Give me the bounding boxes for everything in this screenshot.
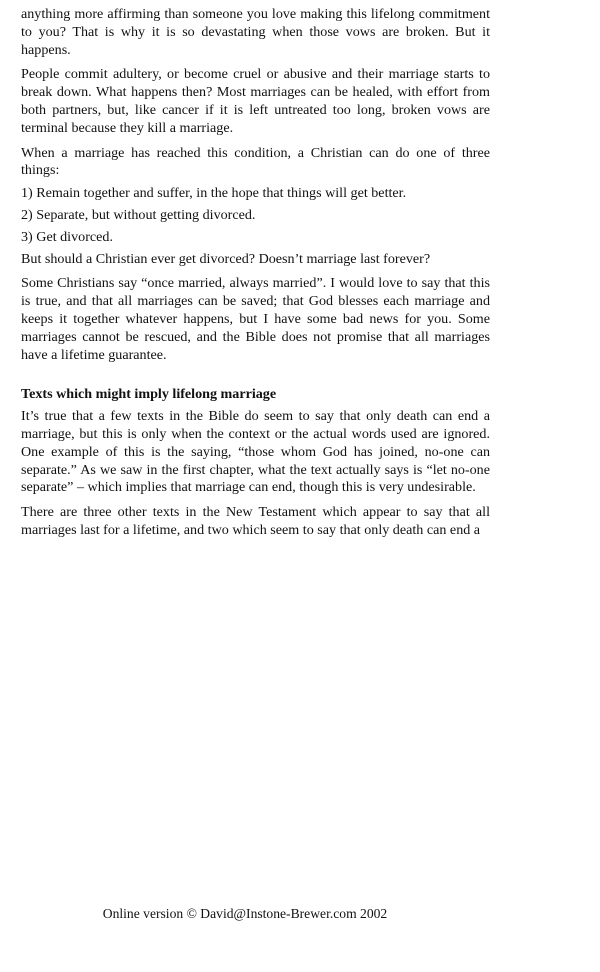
document-body: [21, 6, 490, 547]
paragraph-5: Some Christians say “once married, always married”. I would love to say that this is true, and that all marriages can be saved; that God blesses each marriage and keeps it together whatever happens, but I have some bad news for you. Some marriages cannot be rescued, and the Bible does not promise that all marriages have a lifetime guarantee.: [21, 275, 490, 363]
options-list: [21, 185, 490, 246]
list-item: 2) Separate, but without getting divorced.: [21, 206, 256, 223]
paragraph-6: It’s true that a few texts in the Bible do seem to say that only death can end a marriage, but this is only when the context or the actual words used are ignored. One example of this is the saying, “those whom God has joined, no-one can separate.” As we saw in the first chapter, what the text actually says is “let no-one separate” – which implies that marriage can end, though this is very undesirable.: [21, 408, 490, 496]
list-item: 1) Remain together and suffer, in the hope that things will get better.: [21, 185, 407, 202]
list-item: 3) Get divorced.: [21, 228, 113, 245]
paragraph-4: But should a Christian ever get divorced? Doesn’t marriage last forever?: [21, 250, 431, 267]
paragraph-7: There are three other texts in the New Testament which appear to say that all marriages last for a lifetime, and two which seem to say that only death can end a: [21, 504, 490, 538]
section-heading: Texts which might imply lifelong marriage: [21, 386, 277, 403]
paragraph-3: When a marriage has reached this condition, a Christian can do one of three things:: [21, 144, 490, 179]
paragraph-2: People commit adultery, or become cruel or abusive and their marriage starts to break down. What happens then? Most marriages can be healed, with effort from both partners, but, like cancer if it is left untreated too long, broken vows are terminal because they kill a marriage.: [21, 66, 490, 136]
page-footer: Online version © David@Instone-Brewer.com 2002: [102, 906, 388, 921]
paragraph-1: anything more affirming than someone you love making this lifelong commitment to you? That is why it is so devastating when those vows are broken. But it happens.: [21, 6, 490, 58]
